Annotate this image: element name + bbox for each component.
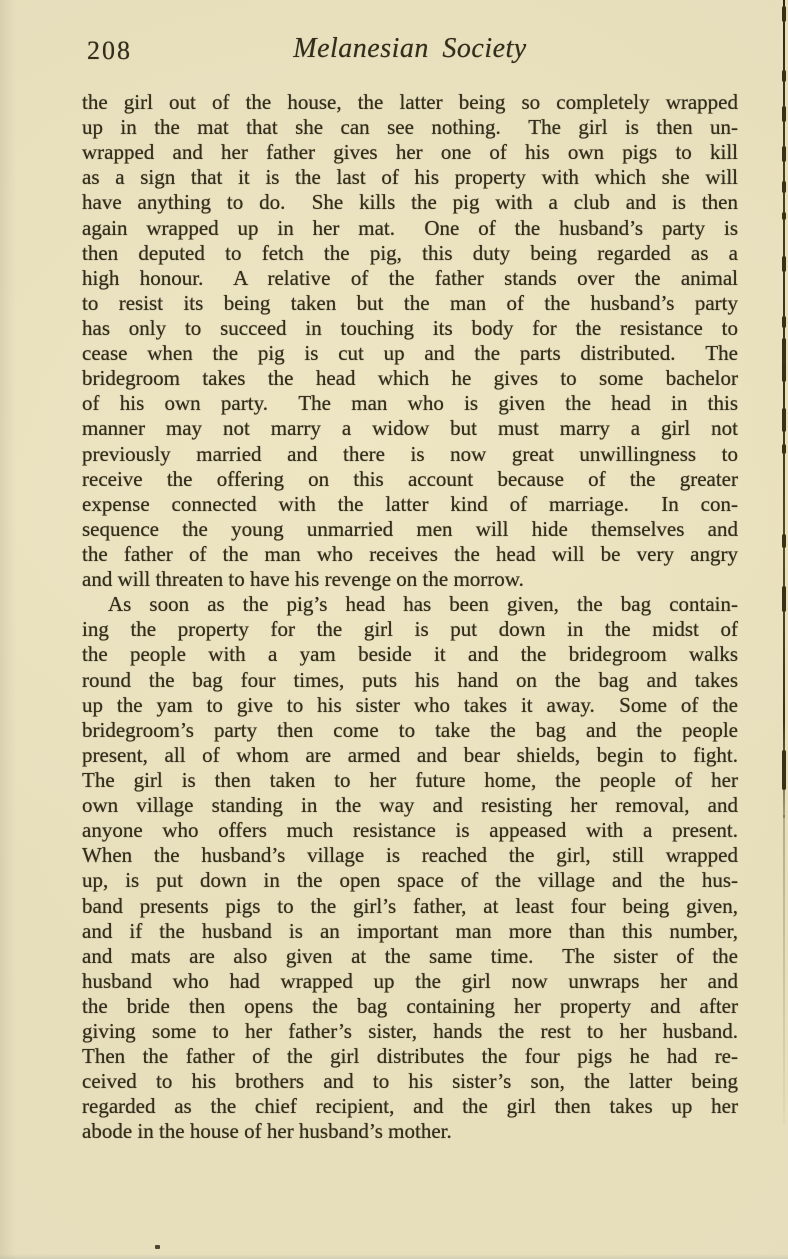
text-line: ceived to his brothers and to his sister’s son, the latter being (82, 1069, 738, 1094)
text-line: of his own party. The man who is given the head in this (82, 391, 738, 416)
text-line: husband who had wrapped up the girl now unwraps her and (82, 968, 738, 993)
scan-edge-mark (782, 316, 786, 328)
text-line: up, is put down in the open space of the village and the hus- (82, 868, 738, 893)
scan-edge-mark (782, 408, 786, 432)
text-line: bridegroom’s party then come to take the bag and the people (82, 717, 738, 742)
text-line: Then the father of the girl distributes the four pigs he had re- (82, 1044, 738, 1069)
page-number: 208 (87, 36, 132, 65)
text-line: and mats are also given at the same time. The sister of the (82, 943, 738, 968)
text-line: then deputed to fetch the pig, this duty being regarded as a (82, 240, 738, 265)
scan-edge-mark (782, 750, 786, 790)
text-line: high honour. A relative of the father stands over the animal (82, 265, 738, 290)
scan-edge-faint-line (783, 815, 785, 1125)
text-line: bridegroom takes the head which he gives to some bachelor (82, 366, 738, 391)
text-line: The girl is then taken to her future home, the people of her (82, 767, 738, 792)
scan-edge-mark (782, 586, 786, 612)
text-line: When the husband’s village is reached the girl, still wrapped (82, 843, 738, 868)
scan-edge-mark (782, 6, 786, 22)
text-line: again wrapped up in her mat. One of the husband’s party is (82, 215, 738, 240)
text-line: up the yam to give to his sister who takes it away. Some of the (82, 692, 738, 717)
page-header (82, 33, 738, 65)
text-line: As soon as the pig’s head has been given, the bag contain- (108, 592, 738, 617)
scan-edge-mark (782, 444, 786, 454)
text-line: present, all of whom are armed and bear shields, begin to fight. (82, 742, 738, 767)
text-line: anyone who offers much resistance is appeased with a present. (82, 818, 738, 843)
scan-edge-mark (782, 212, 786, 220)
text-line: the girl out of the house, the latter being so completely wrapped (82, 90, 738, 114)
scan-edge-mark (782, 106, 786, 122)
text-line: wrapped and her father gives her one of his own pigs to kill (82, 140, 738, 165)
text-line: the people with a yam beside it and the bridegroom walks (82, 642, 738, 667)
scan-edge-mark (782, 146, 786, 162)
text-line: the bride then opens the bag containing her property and after (82, 993, 738, 1018)
text-line: round the bag four times, puts his hand on the bag and takes (82, 667, 738, 692)
text-line: previously married and there is now great unwillingness to (82, 441, 738, 466)
text-line: and if the husband is an important man more than this number, (82, 918, 738, 943)
running-title: Melanesian Society (293, 33, 527, 64)
text-line: giving some to her father’s sister, hands the rest to her husband. (82, 1019, 738, 1044)
page-bottom-edge-shading (0, 1254, 788, 1259)
text-line: up in the mat that she can see nothing. The girl is then un- (82, 115, 738, 140)
text-line: receive the offering on this account because of the greater (82, 466, 738, 491)
text-line: ing the property for the girl is put down in the midst of (82, 617, 738, 642)
text-line: and will threaten to have his revenge on the morrow. (82, 567, 524, 592)
text-line: regarded as the chief recipient, and the girl then takes up her (82, 1094, 738, 1119)
scan-edge-mark (782, 256, 786, 272)
scan-edge-mark (782, 70, 786, 82)
text-line: expense connected with the latter kind of marriage. In con- (82, 491, 738, 516)
text-line: own village standing in the way and resisting her removal, and (82, 793, 738, 818)
scan-edge-mark (782, 338, 786, 362)
scan-edge-mark (782, 360, 786, 382)
ink-speck (155, 1245, 160, 1249)
text-line: as a sign that it is the last of his property with which she will (82, 165, 738, 190)
text-line: have anything to do. She kills the pig with a club and is then (82, 190, 738, 215)
text-line: band presents pigs to the girl’s father, at least four being given, (82, 893, 738, 918)
text-line: has only to succeed in touching its body for the resistance to (82, 315, 738, 340)
text-line: abode in the house of her husband’s mother. (82, 1119, 452, 1144)
body-text (82, 90, 738, 1145)
text-line: the father of the man who receives the head will be very angry (82, 541, 738, 566)
text-line: manner may not marry a widow but must marry a girl not (82, 416, 738, 441)
text-line: cease when the pig is cut up and the parts distributed. The (82, 341, 738, 366)
scan-edge-mark (782, 534, 786, 548)
text-line: to resist its being taken but the man of the husband’s party (82, 290, 738, 315)
text-line: sequence the young unmarried men will hide themselves and (82, 516, 738, 541)
page-left-edge-shading (0, 0, 16, 1259)
scan-edge-mark (782, 181, 786, 193)
